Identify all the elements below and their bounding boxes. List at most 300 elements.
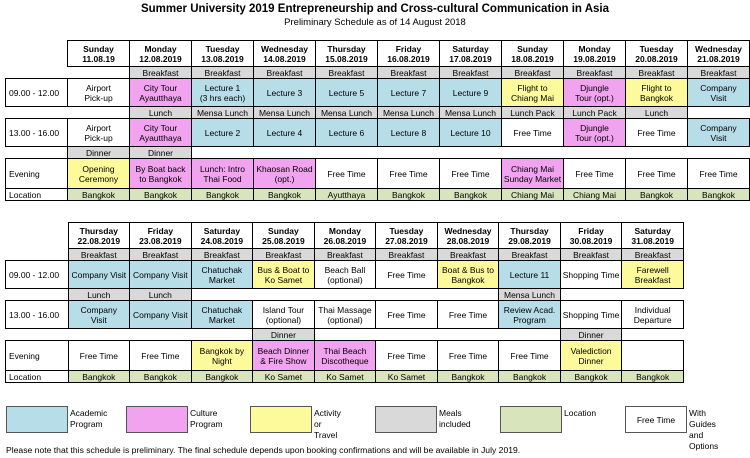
activity-line: Shopping Time <box>562 309 620 320</box>
day-header <box>253 223 315 249</box>
activity-line: Lecture 9 <box>452 87 489 98</box>
location-cell: Bangkok <box>130 189 192 201</box>
morning-activity <box>499 261 561 289</box>
activity-line: Lecture 8 <box>390 127 427 138</box>
day-header <box>622 223 684 249</box>
activity-line: Free Time <box>141 350 180 361</box>
dinner-cell <box>622 329 684 341</box>
location-cell: Chiang Mai <box>564 189 626 201</box>
evening-activity <box>130 341 192 371</box>
day-date: 17.08.2019 <box>449 53 492 64</box>
day-name: Thursday <box>510 225 549 236</box>
day-name: Saturday <box>634 225 671 236</box>
legend-label-line: With Guides <box>689 408 716 429</box>
location-cell: Bangkok <box>192 189 254 201</box>
breakfast-cell: Breakfast <box>130 67 192 79</box>
afternoon-activity <box>626 119 688 147</box>
evening-activity <box>564 159 626 189</box>
activity-line: Tour (opt.) <box>575 92 614 103</box>
lunch-cell: Lunch <box>626 107 688 119</box>
day-name: Wednesday <box>694 43 743 54</box>
activity-line: Company <box>700 122 737 133</box>
location-cell: Bangkok <box>437 371 499 383</box>
day-date: 19.08.2019 <box>573 53 616 64</box>
day-name: Tuesday <box>639 43 674 54</box>
activity-line: Ayautthaya <box>139 92 182 103</box>
lunch-cell: Mensa Lunch <box>440 107 502 119</box>
day-header <box>499 223 561 249</box>
evening-activity <box>626 159 688 189</box>
morning-activity <box>253 261 315 289</box>
morning-activity <box>376 261 438 289</box>
day-name: Saturday <box>203 225 241 236</box>
afternoon-activity <box>130 301 192 329</box>
location-cell: Ko Samet <box>314 371 376 383</box>
dinner-cell <box>130 329 192 341</box>
morning-activity <box>192 79 254 107</box>
breakfast-cell: Breakfast <box>130 249 192 261</box>
day-date: 18.08.2019 <box>511 53 554 64</box>
activity-line: to Bangkok <box>139 173 182 184</box>
lunch-cell: Mensa Lunch <box>192 107 254 119</box>
activity-line: Valediction <box>570 345 612 356</box>
day-name: Monday <box>578 43 611 54</box>
day-name: Tuesday <box>205 43 240 54</box>
activity-line: Flight to <box>517 82 548 93</box>
breakfast-cell: Breakfast <box>560 249 622 261</box>
day-name: Wednesday <box>260 43 309 54</box>
breakfast-cell: Breakfast <box>192 67 254 79</box>
activity-line: Djungle <box>580 122 609 133</box>
legend-label-line: Program <box>70 419 103 429</box>
afternoon-activity <box>378 119 440 147</box>
lunch-cell <box>437 289 499 301</box>
activity-line: Bangkok by <box>199 345 245 356</box>
day-name: Monday <box>144 43 177 54</box>
day-header <box>378 41 440 67</box>
legend-label-line: Culture <box>190 408 218 418</box>
day-header <box>376 223 438 249</box>
morning-activity <box>191 261 253 289</box>
activity-line: Discotheque <box>321 355 369 366</box>
day-header <box>130 223 192 249</box>
day-header <box>316 41 378 67</box>
activity-line: Lecture 2 <box>204 127 241 138</box>
activity-line: Island Tour <box>262 304 305 315</box>
activity-line: Chatuchak <box>201 264 243 275</box>
row-label-empty <box>6 147 68 159</box>
day-date: 16.08.2019 <box>387 53 430 64</box>
row-label-location: Location <box>6 189 68 201</box>
day-date: 20.08.2019 <box>635 53 678 64</box>
lunch-cell: Lunch Pack <box>564 107 626 119</box>
schedule-table-week1 <box>5 40 750 201</box>
activity-line: & Fire Show <box>260 355 307 366</box>
activity-line: Chiang Mai <box>511 163 554 174</box>
activity-line: Visit <box>710 92 727 103</box>
location-cell: Bangkok <box>130 371 192 383</box>
afternoon-activity <box>502 119 564 147</box>
morning-activity <box>378 79 440 107</box>
lunch-cell <box>688 107 750 119</box>
morning-activity <box>254 79 316 107</box>
dinner-cell <box>254 147 316 159</box>
lunch-cell: Mensa Lunch <box>254 107 316 119</box>
dinner-cell <box>437 329 499 341</box>
row-label-empty <box>6 289 69 301</box>
location-cell: Bangkok <box>191 371 253 383</box>
activity-line: Lecture 7 <box>390 87 427 98</box>
breakfast-cell: Breakfast <box>254 67 316 79</box>
day-date: 25.08.2019 <box>262 235 305 246</box>
activity-line: Sunday Market <box>503 173 562 184</box>
day-header <box>254 41 316 67</box>
activity-line: Market <box>208 274 235 285</box>
afternoon-activity <box>560 301 622 329</box>
day-header <box>130 41 192 67</box>
activity-line: By Boat back <box>135 163 186 174</box>
day-date: 30.08.2019 <box>569 235 613 246</box>
page-title: Summer University 2019 Entrepreneurship and Cross-cultural Communication in Asia <box>140 3 609 15</box>
dinner-cell <box>564 147 626 159</box>
breakfast-cell: Breakfast <box>316 67 378 79</box>
activity-line: Market <box>208 314 235 325</box>
breakfast-cell: Breakfast <box>622 249 684 261</box>
day-name: Wednesday <box>444 225 492 236</box>
dinner-cell <box>502 147 564 159</box>
evening-activity <box>437 341 499 371</box>
day-date: 14.08.2019 <box>263 53 306 64</box>
breakfast-cell: Breakfast <box>440 67 502 79</box>
day-header <box>191 223 253 249</box>
legend-swatch: Free Time <box>625 406 687 433</box>
legend-swatch <box>250 406 312 433</box>
day-header <box>502 41 564 67</box>
day-name: Thursday <box>327 43 366 54</box>
activity-line: Chiang Mai <box>511 92 554 103</box>
lunch-cell <box>560 289 622 301</box>
activity-line: Airport <box>85 122 112 133</box>
evening-activity <box>560 341 622 371</box>
activity-line: Free Time <box>387 309 426 320</box>
lunch-cell <box>68 107 130 119</box>
location-cell: Chiang Mai <box>502 189 564 201</box>
activity-line: Free Time <box>79 350 118 361</box>
activity-line: Free Time <box>387 269 426 280</box>
lunch-cell: Lunch <box>130 107 192 119</box>
morning-activity <box>688 79 750 107</box>
day-date: 11.08.19 <box>82 53 115 64</box>
location-cell: Bangkok <box>622 371 684 383</box>
schedule-table-week2 <box>5 222 684 383</box>
activity-line: Visit <box>710 132 727 143</box>
day-date: 15.08.2019 <box>325 53 368 64</box>
activity-line: Pick-up <box>84 92 113 103</box>
day-header <box>314 223 376 249</box>
activity-line: Bus & Boat to <box>257 264 310 275</box>
legend-label-line: Academic <box>70 408 108 418</box>
afternoon-activity <box>191 301 253 329</box>
day-name: Sunday <box>268 225 299 236</box>
evening-activity <box>191 341 253 371</box>
activity-line: (optional) <box>327 274 363 285</box>
morning-activity <box>560 261 622 289</box>
activity-line: Djungle <box>580 82 609 93</box>
activity-line: Departure <box>633 314 672 325</box>
legend-label <box>689 408 718 452</box>
lunch-cell <box>622 289 684 301</box>
legend-label <box>564 408 596 419</box>
location-cell: Bangkok <box>440 189 502 201</box>
dinner-cell <box>316 147 378 159</box>
row-label-location: Location <box>6 371 69 383</box>
activity-line: Beach Ball <box>324 264 366 275</box>
day-name: Sunday <box>517 43 548 54</box>
row-label-empty <box>6 67 68 79</box>
activity-line: Free Time <box>448 309 488 320</box>
activity-line: Program <box>513 314 546 325</box>
activity-line: Beach Dinner <box>257 345 310 356</box>
evening-activity <box>622 341 684 371</box>
row-label-afternoon: 13.00 - 16.00 <box>6 301 69 329</box>
lunch-cell: Lunch <box>68 289 130 301</box>
morning-activity <box>316 79 378 107</box>
day-header <box>192 41 254 67</box>
activity-line: Pick-up <box>84 132 113 143</box>
row-label-morning: 09.00 - 12.00 <box>6 79 68 107</box>
location-cell: Ko Samet <box>376 371 438 383</box>
afternoon-activity <box>130 119 192 147</box>
afternoon-activity <box>68 119 130 147</box>
breakfast-cell: Breakfast <box>688 67 750 79</box>
activity-line: Company Visit <box>133 309 188 320</box>
activity-line: Dinner <box>578 355 604 366</box>
activity-line: Bangkok <box>451 274 485 285</box>
day-name: Tuesday <box>389 225 424 236</box>
morning-activity <box>564 79 626 107</box>
lunch-cell: Mensa Lunch <box>378 107 440 119</box>
activity-line: Farewell <box>636 264 669 275</box>
activity-line: Lecture 3 <box>266 87 303 98</box>
activity-line: Ceremony <box>78 173 119 184</box>
location-cell: Bangkok <box>499 371 561 383</box>
activity-line: Company Visit <box>133 269 188 280</box>
lunch-cell: Mensa Lunch <box>316 107 378 119</box>
header-corner <box>6 223 69 249</box>
day-header <box>68 223 130 249</box>
afternoon-activity <box>440 119 502 147</box>
breakfast-cell: Breakfast <box>626 67 688 79</box>
legend-swatch <box>500 406 562 433</box>
dinner-cell <box>192 147 254 159</box>
breakfast-cell: Breakfast <box>68 249 130 261</box>
breakfast-cell: Breakfast <box>564 67 626 79</box>
legend-label <box>190 408 223 430</box>
day-header <box>564 41 626 67</box>
evening-activity <box>130 159 192 189</box>
breakfast-cell: Breakfast <box>437 249 499 261</box>
activity-line: Free Time <box>575 168 614 179</box>
activity-line: Free Time <box>699 168 738 179</box>
afternoon-activity <box>254 119 316 147</box>
morning-activity <box>314 261 376 289</box>
activity-line: (3 hrs each) <box>199 92 246 103</box>
morning-activity <box>130 79 192 107</box>
activity-line: Lecture 4 <box>266 127 303 138</box>
afternoon-activity <box>499 301 561 329</box>
day-date: 31.08.2019 <box>631 235 674 246</box>
lunch-cell: Lunch <box>130 289 192 301</box>
activity-line: Company <box>80 304 117 315</box>
activity-line: Airport <box>85 82 112 93</box>
activity-line: Free Time <box>389 168 428 179</box>
location-cell: Ayutthaya <box>316 189 378 201</box>
morning-activity <box>622 261 684 289</box>
activity-line: Free Time <box>510 350 549 361</box>
day-header <box>440 41 502 67</box>
afternoon-activity <box>688 119 750 147</box>
dinner-cell <box>499 329 561 341</box>
dinner-cell: Dinner <box>253 329 315 341</box>
legend-label-line: Location <box>564 408 597 418</box>
activity-line: Lecture 6 <box>328 127 365 138</box>
row-label-empty <box>6 249 69 261</box>
activity-line: Lecture 10 <box>450 127 491 138</box>
day-date: 26.08.2019 <box>323 235 367 246</box>
activity-line: Ayautthaya <box>139 132 182 143</box>
activity-line: Khaosan Road <box>256 163 313 174</box>
morning-activity <box>502 79 564 107</box>
afternoon-activity <box>253 301 315 329</box>
legend-label <box>314 408 341 441</box>
activity-line: Tour (opt.) <box>575 132 614 143</box>
afternoon-activity <box>68 301 130 329</box>
day-date: 23.08.2019 <box>139 235 182 246</box>
breakfast-cell <box>68 67 130 79</box>
breakfast-cell: Breakfast <box>253 249 315 261</box>
dinner-cell <box>688 147 750 159</box>
activity-line: (optional) <box>327 314 363 325</box>
activity-line: Thai Beach <box>323 345 367 356</box>
morning-activity <box>68 79 130 107</box>
evening-activity <box>376 341 438 371</box>
day-header <box>68 41 130 67</box>
breakfast-cell: Breakfast <box>502 67 564 79</box>
day-date: 29.08.2019 <box>508 235 551 246</box>
activity-line: Boat & Bus to <box>442 264 494 275</box>
day-date: 21.08.2019 <box>697 53 740 64</box>
activity-line: Free Time <box>513 127 552 138</box>
day-name: Monday <box>328 225 361 236</box>
lunch-cell: Lunch Pack <box>502 107 564 119</box>
location-cell: Bangkok <box>688 189 750 201</box>
row-label-afternoon: 13.00 - 16.00 <box>6 119 68 147</box>
location-cell: Bangkok <box>68 189 130 201</box>
evening-activity <box>502 159 564 189</box>
day-header <box>560 223 622 249</box>
activity-line: Individual <box>634 304 671 315</box>
dinner-cell <box>314 329 376 341</box>
location-cell: Bangkok <box>68 371 130 383</box>
row-label-evening: Evening <box>6 159 68 189</box>
activity-line: Free Time <box>637 168 676 179</box>
dinner-cell: Dinner <box>560 329 622 341</box>
legend-label-line: and Options <box>689 430 719 451</box>
afternoon-activity <box>376 301 438 329</box>
afternoon-activity <box>437 301 499 329</box>
activity-line: Free Time <box>637 127 676 138</box>
footnote: Please note that this schedule is preliminary. The final schedule depends upon booking confirmations and will be available in July 2019. <box>6 445 521 455</box>
afternoon-activity <box>622 301 684 329</box>
afternoon-activity <box>192 119 254 147</box>
dinner-cell <box>626 147 688 159</box>
activity-line: Chatuchak <box>201 304 243 315</box>
evening-activity <box>254 159 316 189</box>
legend-label <box>439 408 471 430</box>
morning-activity <box>626 79 688 107</box>
legend-label-line: or Travel <box>314 419 338 440</box>
legend-label-line: included <box>439 419 471 429</box>
evening-activity <box>68 159 130 189</box>
activity-line: Lecture 5 <box>328 87 365 98</box>
day-date: 24.08.2019 <box>200 235 244 246</box>
day-date: 22.08.2019 <box>77 235 121 246</box>
dinner-cell <box>378 147 440 159</box>
day-date: 13.08.2019 <box>201 53 244 64</box>
day-date: 27.08.2019 <box>385 235 428 246</box>
header-corner <box>6 41 68 67</box>
legend-swatch <box>375 406 437 433</box>
day-date: 12.08.2019 <box>139 53 182 64</box>
activity-line: (opt.) <box>274 173 295 184</box>
activity-line: Thai Massage <box>318 304 372 315</box>
evening-activity <box>314 341 376 371</box>
activity-line: Flight to <box>641 82 672 93</box>
legend-swatch <box>6 406 68 433</box>
morning-activity <box>68 261 130 289</box>
evening-activity <box>499 341 561 371</box>
activity-line: Company Visit <box>71 269 127 280</box>
dinner-cell: Dinner <box>68 147 130 159</box>
location-cell: Bangkok <box>378 189 440 201</box>
page-subtitle: Preliminary Schedule as of 14 August 2018 <box>284 17 466 28</box>
evening-activity <box>253 341 315 371</box>
day-name: Friday <box>147 225 174 236</box>
activity-line: Free Time <box>327 168 366 179</box>
location-cell: Ko Samet <box>253 371 315 383</box>
activity-line: Breakfast <box>634 274 671 285</box>
day-name: Sunday <box>83 43 114 54</box>
activity-line: Bangkok <box>639 92 674 103</box>
day-name: Saturday <box>452 43 489 54</box>
activity-line: Review Acad. <box>503 304 556 315</box>
lunch-cell <box>253 289 315 301</box>
location-cell: Bangkok <box>626 189 688 201</box>
evening-activity <box>316 159 378 189</box>
activity-line: Company <box>700 82 737 93</box>
row-label-morning: 09.00 - 12.00 <box>6 261 69 289</box>
day-header <box>626 41 688 67</box>
activity-line: Visit <box>90 314 107 325</box>
evening-activity <box>378 159 440 189</box>
legend-label-line: Meals <box>439 408 462 418</box>
evening-activity <box>68 341 130 371</box>
breakfast-cell: Breakfast <box>314 249 376 261</box>
dinner-cell <box>376 329 438 341</box>
location-cell: Bangkok <box>560 371 622 383</box>
activity-line: City Tour <box>143 122 178 133</box>
lunch-cell <box>314 289 376 301</box>
